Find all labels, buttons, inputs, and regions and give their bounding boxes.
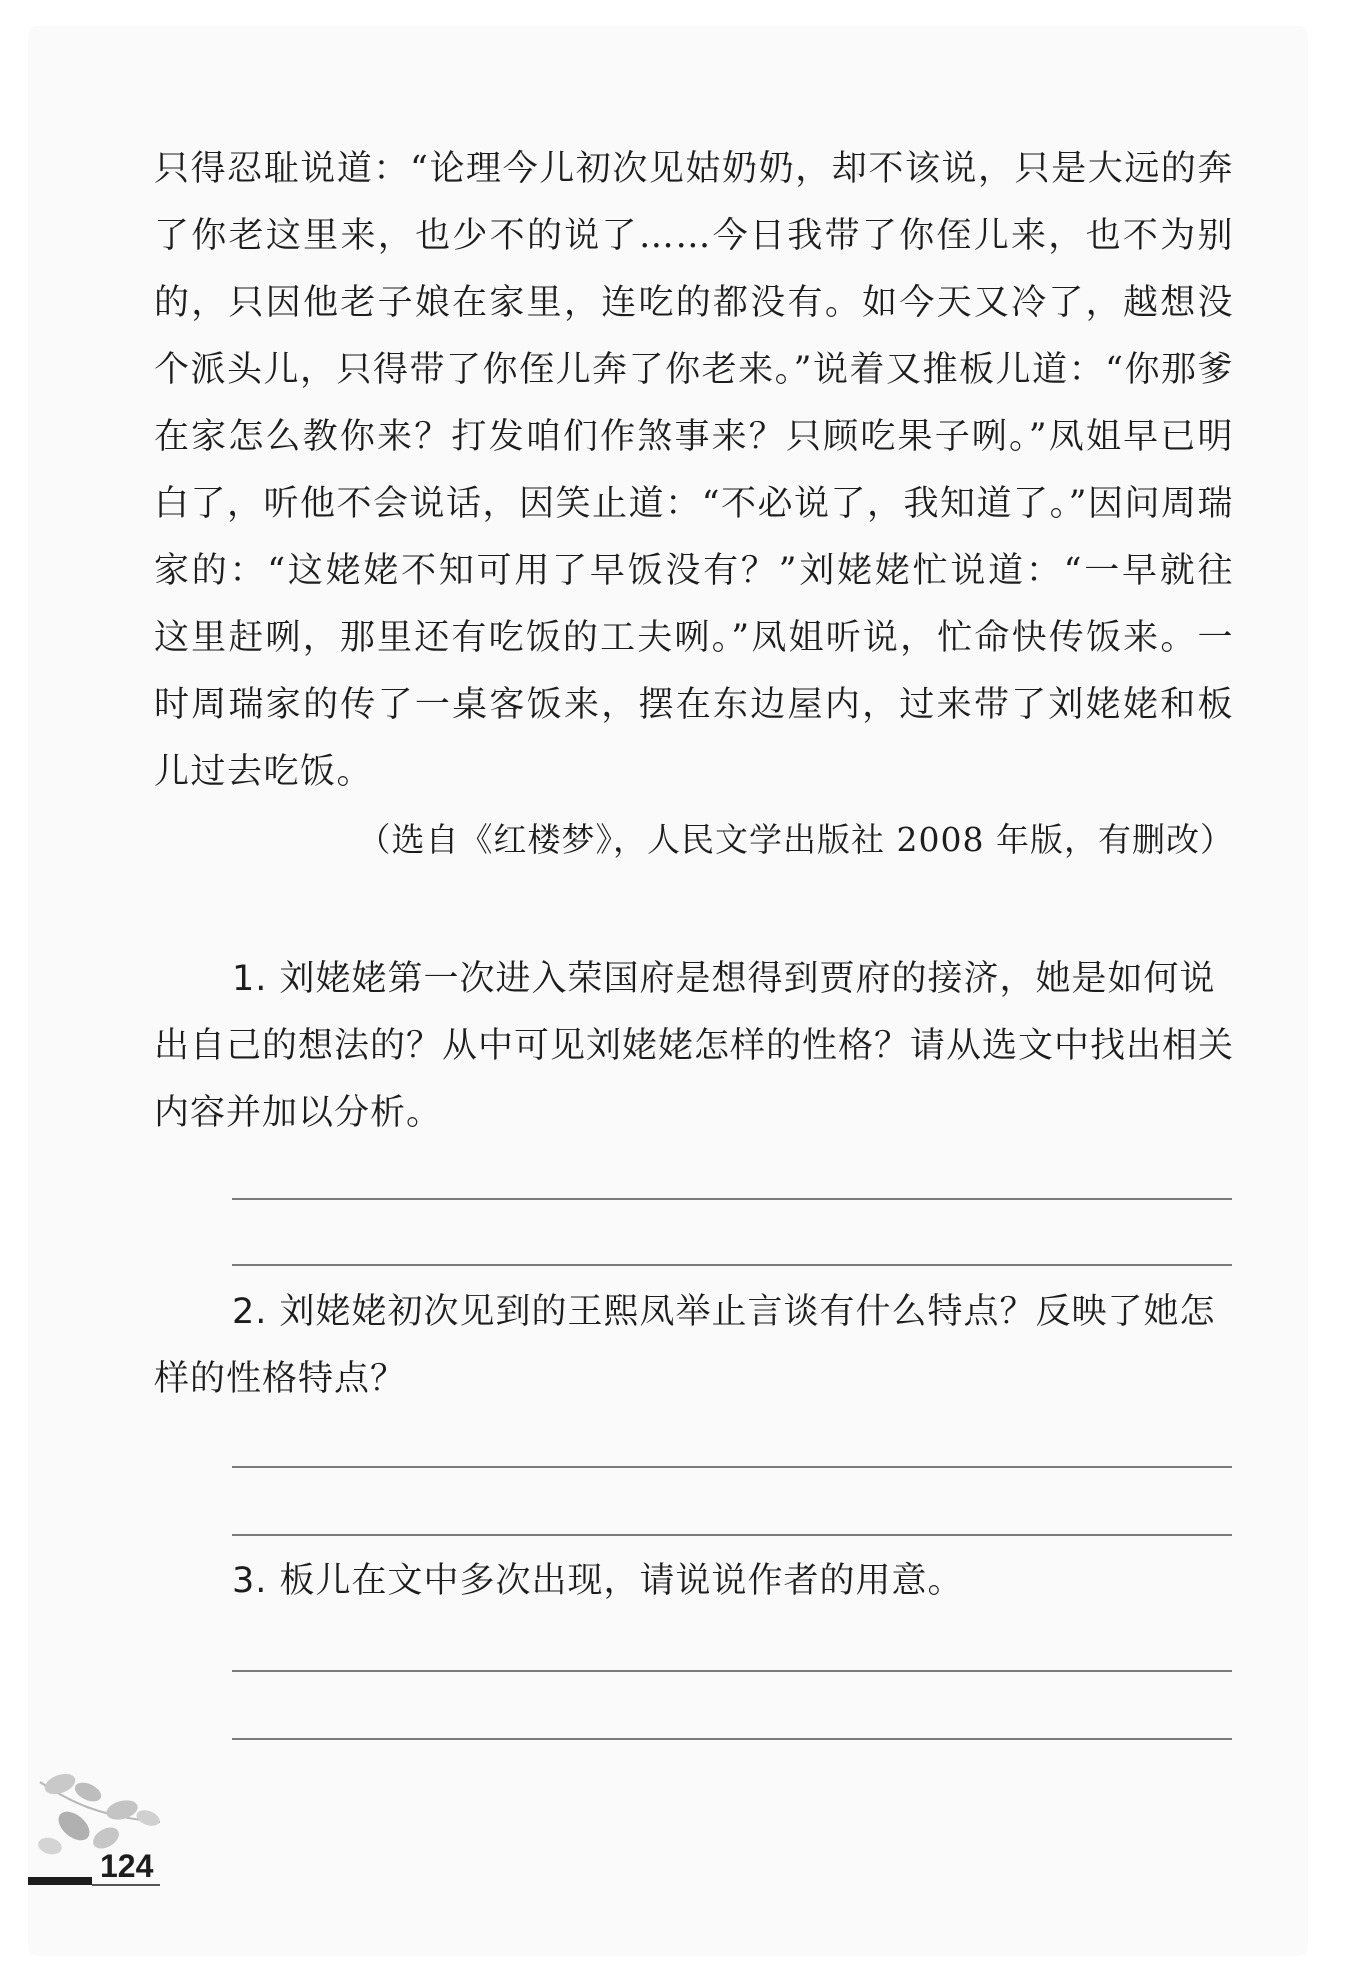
question-2: 2. 刘姥姥初次见到的王熙凤举止言谈有什么特点？反映了她怎样的性格特点？ [154, 1292, 1216, 1399]
page-number-underline [92, 1884, 160, 1886]
page-number: 124 [100, 1848, 154, 1884]
answer-line-q2-1[interactable] [232, 1466, 1232, 1468]
question-3: 3. 板儿在文中多次出现，请说说作者的用意。 [232, 1561, 964, 1601]
passage-source: （选自《红楼梦》，人民文学出版社 2008 年版，有删改） [357, 820, 1234, 859]
answer-line-q1-1[interactable] [232, 1198, 1232, 1200]
answer-line-q2-2[interactable] [232, 1534, 1232, 1536]
answer-line-q3-1[interactable] [232, 1670, 1232, 1672]
passage-text: 只得忍耻说道：“论理今儿初次见姑奶奶，却不该说，只是大远的奔了你老这里来，也少不的说了……今日我带了你侄儿来，也不为别的，只因他老子娘在家里，连吃的都没有。如今天又冷了，越想没个派头儿，只得带了你侄儿奔了你老来。”说着又推板儿道：“你那爹在家怎么教你来？打发咱们作煞事来？只顾吃果子咧。”凤姐早已明白了，听他不会说话，因笑止道：“不必说了，我知道了。”因问周瑞家的：“这姥姥不知可用了早饭没有？”刘姥姥忙说道：“一早就往这里赶咧，那里还有吃饭的工夫咧。”凤姐听说，忙命快传饭来。一时周瑞家的传了一桌客饭来，摆在东边屋内，过来带了刘姥姥和板儿过去吃饭。 [154, 149, 1234, 792]
question-1: 1. 刘姥姥第一次进入荣国府是想得到贾府的接济，她是如何说出自己的想法的？从中可见刘姥姥怎样的性格？请从选文中找出相关内容并加以分析。 [154, 959, 1235, 1133]
page-number-bar [28, 1877, 92, 1885]
answer-line-q3-2[interactable] [232, 1738, 1232, 1740]
answer-line-q1-2[interactable] [232, 1264, 1232, 1266]
